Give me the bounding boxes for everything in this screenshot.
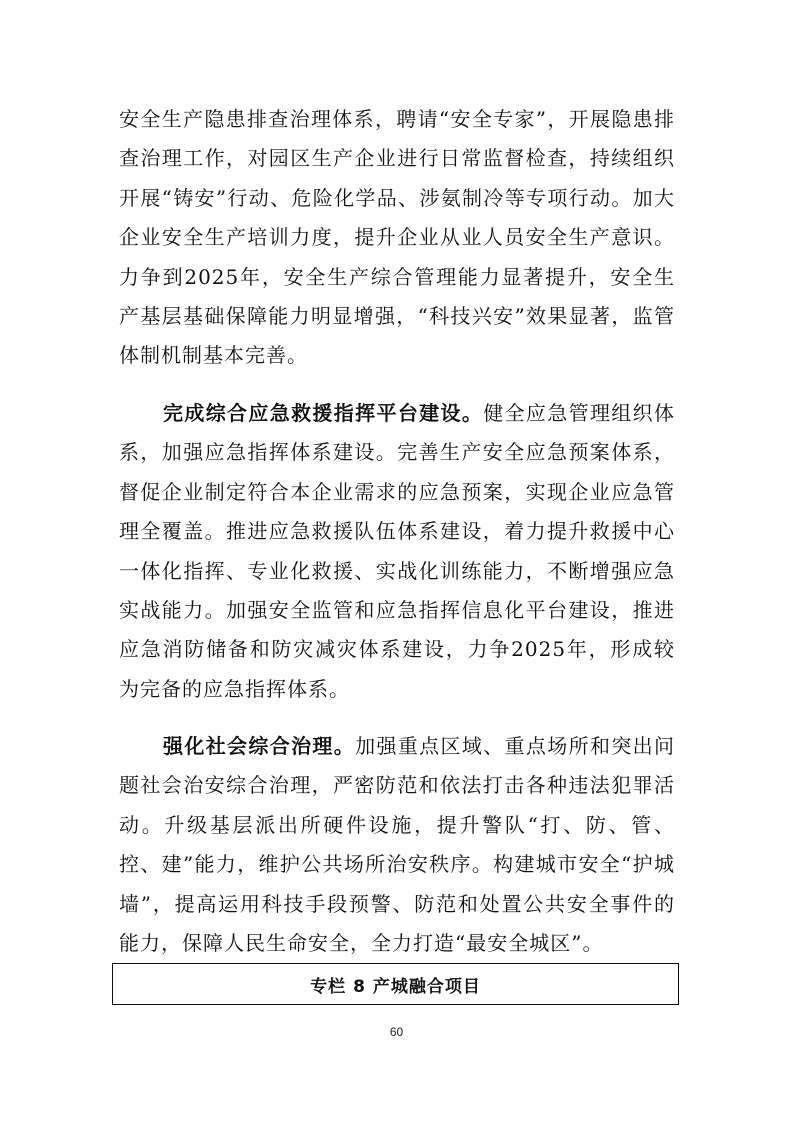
column-box-title: 专栏 8 产城融合项目 <box>310 976 481 997</box>
paragraph-text <box>119 100 675 376</box>
paragraph-body: 加强重点区域、重点场所和突出问题社会治安综合治理，严密防范和依法打击各种违法犯罪活动。升级基层派出所硬件设施，提升警队“打、防、管、控、建”能力，维护公共场所治安秩序。构建城市安全“护城墙”，提高运用科技手段预警、防范和处置公共安全事件的能力，保障人民生命安全，全力打造“最安全城区”。 <box>119 734 676 956</box>
page-number: 60 <box>389 1025 404 1039</box>
column-box <box>112 963 679 1005</box>
paragraph-safety-production <box>119 100 675 376</box>
paragraph-lead: 强化社会综合治理。 <box>163 734 356 758</box>
paragraph-text <box>119 394 675 709</box>
paragraph-body: 安全生产隐患排查治理体系，聘请“安全专家”，开展隐患排查治理工作，对园区生产企业进行日常监督检查，持续组织开展“铸安”行动、危险化学品、涉氨制冷等专项行动。加大企业安全生产培训力度，提升企业从业人员安全生产意识。力争到2025年，安全生产综合管理能力显著提升，安全生产基层基础保障能力明显增强，“科技兴安”效果显著，监管体制机制基本完善。 <box>119 107 675 368</box>
paragraph-text <box>119 727 675 963</box>
paragraph-emergency-platform <box>119 394 675 709</box>
paragraph-social-governance <box>119 727 675 963</box>
paragraph-body: 健全应急管理组织体系，加强应急指挥体系建设。完善生产安全应急预案体系，督促企业制定符合本企业需求的应急预案，实现企业应急管理全覆盖。推进应急救援队伍体系建设，着力提升救援中心一体化指挥、专业化救援、实战化训练能力，不断增强应急实战能力。加强安全监管和应急指挥信息化平台建设，推进应急消防储备和防灾减灾体系建设，力争2025年，形成较为完备的应急指挥体系。 <box>119 401 676 701</box>
paragraph-lead: 完成综合应急救援指挥平台建设。 <box>163 401 484 425</box>
